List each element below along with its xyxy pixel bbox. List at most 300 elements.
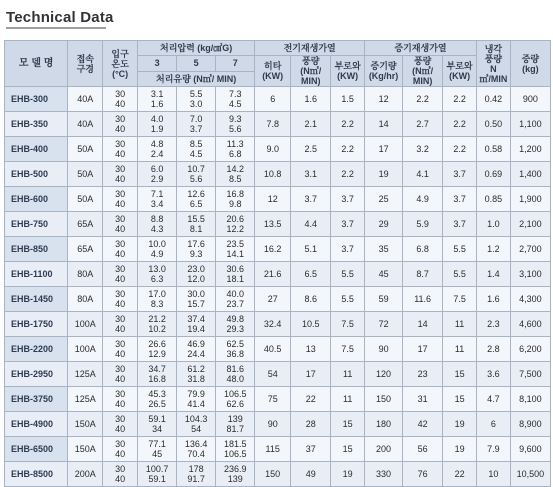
header-cooling-air: 냉각 풍량 N㎥/MIN [477,41,511,87]
inlet-temp-cell [103,162,138,187]
pressure-3-cell-value: 4.0 [150,114,164,124]
steam-blower-cell: 19 [443,412,477,437]
pressure-5-cell-value: 54 [191,424,202,434]
heater-cell: 40.5 [255,337,291,362]
steam-amount-cell: 12 [365,87,403,112]
inlet-temp-cell-value: 40 [115,324,126,334]
blower-cell: 7.5 [331,312,365,337]
pressure-3-cell-value: 21.2 [148,314,166,324]
pressure-7-cell [216,362,255,387]
pressure-5-cell-value: 91.7 [187,474,205,484]
air-volume-cell: 17 [291,362,331,387]
table-row [5,112,551,137]
air-volume-cell: 3.7 [291,187,331,212]
connection-cell: 80A [68,262,103,287]
pressure-5-cell-value: 79.9 [187,389,205,399]
model-cell: EHB-6500 [5,437,68,462]
pressure-5-cell-value: 136.4 [184,439,208,449]
model-cell: EHB-2200 [5,337,68,362]
pressure-5-cell [177,137,216,162]
pressure-3-cell-value: 6.0 [150,164,164,174]
inlet-temp-cell-value: 30 [115,114,126,124]
pressure-7-cell [216,237,255,262]
inlet-temp-cell-value: 30 [115,314,126,324]
steam-air-volume-cell: 23 [403,362,443,387]
weight-cell: 2,100 [510,212,550,237]
blower-cell: 19 [331,462,365,487]
pressure-7-cell-value: 8.5 [228,174,242,184]
heater-cell: 10.8 [255,162,291,187]
air-volume-cell: 4.4 [291,212,331,237]
cooling-air-cell: 1.4 [477,262,511,287]
pressure-7-cell-value: 29.3 [226,324,244,334]
inlet-temp-cell-value: 30 [115,89,126,99]
table-row [5,362,551,387]
inlet-temp-cell-value: 30 [115,289,126,299]
steam-blower-cell: 22 [443,462,477,487]
pressure-3-cell-value: 4.3 [150,224,164,234]
pressure-5-cell-value: 24.4 [187,349,205,359]
cooling-air-cell: 0.85 [477,187,511,212]
connection-cell: 150A [68,437,103,462]
pressure-3-cell-value: 3.4 [150,199,164,209]
steam-blower-cell: 19 [443,437,477,462]
table-row [5,387,551,412]
inlet-temp-cell-value: 30 [115,414,126,424]
cooling-air-cell: 3.6 [477,362,511,387]
blower-cell: 15 [331,437,365,462]
model-cell: EHB-4900 [5,412,68,437]
blower-cell: 7.5 [331,337,365,362]
air-volume-cell: 10.5 [291,312,331,337]
model-cell: EHB-750 [5,212,68,237]
inlet-temp-cell [103,387,138,412]
pressure-5-cell-value: 7.0 [189,114,203,124]
steam-amount-cell: 72 [365,312,403,337]
inlet-temp-cell [103,337,138,362]
header-heater: 히타 (KW) [255,56,291,87]
pressure-7-cell-value: 81.6 [226,364,244,374]
steam-blower-cell: 15 [443,362,477,387]
blower-cell: 5.5 [331,287,365,312]
pressure-3-cell-value: 4.9 [150,249,164,259]
pressure-7-cell [216,187,255,212]
inlet-temp-cell-value: 30 [115,164,126,174]
inlet-temp-cell-value: 40 [115,249,126,259]
pressure-3-cell [138,112,177,137]
inlet-temp-cell [103,87,138,112]
cooling-air-cell: 2.8 [477,337,511,362]
connection-cell: 100A [68,337,103,362]
table-row [5,287,551,312]
steam-blower-cell: 5.5 [443,262,477,287]
pressure-5-cell [177,112,216,137]
heater-cell: 27 [255,287,291,312]
inlet-temp-cell-value: 30 [115,464,126,474]
inlet-temp-cell [103,262,138,287]
header-blower: 부로와 (KW) [331,56,365,87]
steam-blower-cell: 5.5 [443,237,477,262]
pressure-3-cell-value: 3.1 [150,89,164,99]
pressure-3-cell [138,362,177,387]
weight-cell: 8,900 [510,412,550,437]
connection-cell: 125A [68,362,103,387]
heater-cell: 9.0 [255,137,291,162]
blower-cell: 11 [331,387,365,412]
table-row [5,137,551,162]
pressure-3-cell-value: 26.5 [148,399,166,409]
inlet-temp-cell [103,212,138,237]
blower-cell: 2.2 [331,112,365,137]
pressure-5-cell [177,87,216,112]
air-volume-cell: 22 [291,387,331,412]
blower-cell: 5.5 [331,262,365,287]
air-volume-cell: 3.1 [291,162,331,187]
pressure-5-cell [177,337,216,362]
pressure-7-cell-value: 62.5 [226,339,244,349]
pressure-7-cell-value: 49.8 [226,314,244,324]
pressure-7-cell-value: 48.0 [226,374,244,384]
pressure-3-cell-value: 2.4 [150,149,164,159]
blower-cell: 11 [331,362,365,387]
pressure-5-cell [177,237,216,262]
steam-amount-cell: 29 [365,212,403,237]
steam-air-volume-cell: 6.8 [403,237,443,262]
header-steam-regen: 증기재생가열 [365,41,477,56]
weight-cell: 4,600 [510,312,550,337]
pressure-3-cell [138,437,177,462]
steam-blower-cell: 11 [443,312,477,337]
pressure-7-cell-value: 12.2 [226,224,244,234]
steam-blower-cell: 15 [443,387,477,412]
steam-air-volume-cell: 5.9 [403,212,443,237]
inlet-temp-cell-value: 40 [115,349,126,359]
steam-amount-cell: 200 [365,437,403,462]
pressure-5-cell [177,312,216,337]
table-row [5,337,551,362]
weight-cell: 6,200 [510,337,550,362]
pressure-3-cell-value: 34 [152,424,163,434]
air-volume-cell: 8.6 [291,287,331,312]
cooling-air-cell: 7.9 [477,437,511,462]
blower-cell: 3.7 [331,187,365,212]
inlet-temp-cell-value: 40 [115,299,126,309]
pressure-3-cell-value: 6.3 [150,274,164,284]
pressure-5-cell-value: 6.5 [189,199,203,209]
pressure-5-cell [177,387,216,412]
pressure-3-cell-value: 8.3 [150,299,164,309]
inlet-temp-cell-value: 40 [115,199,126,209]
pressure-7-cell-value: 181.5 [223,439,247,449]
inlet-temp-cell [103,237,138,262]
steam-air-volume-cell: 2.7 [403,112,443,137]
pressure-3-cell-value: 34.7 [148,364,166,374]
steam-air-volume-cell: 11.6 [403,287,443,312]
inlet-temp-cell-value: 30 [115,439,126,449]
pressure-7-cell [216,287,255,312]
connection-cell: 40A [68,87,103,112]
pressure-3-cell [138,237,177,262]
model-cell: EHB-500 [5,162,68,187]
pressure-5-cell-value: 17.6 [187,239,205,249]
inlet-temp-cell-value: 30 [115,214,126,224]
connection-cell: 150A [68,412,103,437]
pressure-5-cell-value: 3.0 [189,99,203,109]
weight-cell: 1,100 [510,112,550,137]
inlet-temp-cell [103,462,138,487]
table-row [5,462,551,487]
model-cell: EHB-400 [5,137,68,162]
pressure-3-cell [138,262,177,287]
pressure-7-cell-value: 11.3 [226,139,244,149]
air-volume-cell: 6.5 [291,262,331,287]
connection-cell: 100A [68,312,103,337]
pressure-3-cell-value: 45.3 [148,389,166,399]
air-volume-cell: 2.1 [291,112,331,137]
cooling-air-cell: 10 [477,462,511,487]
cooling-air-cell: 0.58 [477,137,511,162]
title-underline [6,27,106,29]
table-row [5,237,551,262]
inlet-temp-cell [103,187,138,212]
weight-cell: 7,500 [510,362,550,387]
steam-blower-cell: 2.2 [443,112,477,137]
pressure-3-cell [138,187,177,212]
pressure-3-cell [138,287,177,312]
pressure-7-cell-value: 14.2 [226,164,244,174]
pressure-3-cell-value: 1.9 [150,124,164,134]
inlet-temp-cell-value: 40 [115,424,126,434]
steam-blower-cell: 2.2 [443,137,477,162]
pressure-5-cell-value: 41.4 [187,399,205,409]
model-cell: EHB-300 [5,87,68,112]
pressure-7-cell-value: 81.7 [226,424,244,434]
pressure-5-cell-value: 178 [188,464,204,474]
steam-blower-cell: 3.7 [443,212,477,237]
table-row [5,312,551,337]
steam-amount-cell: 25 [365,187,403,212]
pressure-3-cell-value: 10.2 [148,324,166,334]
pressure-5-cell-value: 31.8 [187,374,205,384]
pressure-5-cell [177,362,216,387]
blower-cell: 15 [331,412,365,437]
heater-cell: 75 [255,387,291,412]
pressure-3-cell-value: 13.0 [148,264,166,274]
pressure-3-cell-value: 26.6 [148,339,166,349]
weight-cell: 1,900 [510,187,550,212]
header-weight: 중량 (kg) [510,41,550,87]
steam-air-volume-cell: 31 [403,387,443,412]
pressure-5-cell-value: 37.4 [187,314,205,324]
pressure-5-cell-value: 12.0 [187,274,205,284]
blower-cell: 2.2 [331,162,365,187]
pressure-5-cell [177,162,216,187]
pressure-7-cell [216,387,255,412]
header-steam-blower: 부로와 (KW) [443,56,477,87]
pressure-3-cell [138,387,177,412]
steam-air-volume-cell: 76 [403,462,443,487]
pressure-7-cell [216,412,255,437]
header-connection: 접속 구경 [68,41,103,87]
pressure-5-cell-value: 9.3 [189,249,203,259]
header-pressure-3: 3 [138,56,177,72]
pressure-5-cell-value: 15.5 [187,214,205,224]
cooling-air-cell: 0.50 [477,112,511,137]
pressure-5-cell [177,412,216,437]
heater-cell: 6 [255,87,291,112]
pressure-5-cell [177,212,216,237]
steam-air-volume-cell: 14 [403,312,443,337]
connection-cell: 40A [68,112,103,137]
weight-cell: 2,700 [510,237,550,262]
pressure-5-cell-value: 5.5 [189,89,203,99]
heater-cell: 90 [255,412,291,437]
pressure-5-cell-value: 10.7 [187,164,205,174]
model-cell: EHB-850 [5,237,68,262]
connection-cell: 80A [68,287,103,312]
model-cell: EHB-1100 [5,262,68,287]
pressure-3-cell [138,462,177,487]
model-cell: EHB-600 [5,187,68,212]
pressure-3-cell [138,137,177,162]
pressure-5-cell-value: 104.3 [184,414,208,424]
pressure-5-cell [177,437,216,462]
pressure-7-cell-value: 236.9 [223,464,247,474]
pressure-3-cell-value: 12.9 [148,349,166,359]
inlet-temp-cell-value: 40 [115,99,126,109]
pressure-5-cell [177,462,216,487]
table-row [5,87,551,112]
cooling-air-cell: 0.42 [477,87,511,112]
pressure-3-cell [138,312,177,337]
steam-amount-cell: 35 [365,237,403,262]
steam-blower-cell: 7.5 [443,287,477,312]
pressure-7-cell-value: 14.1 [226,249,244,259]
pressure-5-cell [177,287,216,312]
inlet-temp-cell [103,362,138,387]
pressure-7-cell [216,337,255,362]
steam-amount-cell: 330 [365,462,403,487]
pressure-7-cell [216,87,255,112]
heater-cell: 12 [255,187,291,212]
table-row [5,187,551,212]
weight-cell: 8,100 [510,387,550,412]
pressure-5-cell-value: 3.7 [189,124,203,134]
steam-air-volume-cell: 2.2 [403,87,443,112]
heater-cell: 21.6 [255,262,291,287]
inlet-temp-cell-value: 40 [115,449,126,459]
pressure-3-cell-value: 59.1 [148,414,166,424]
steam-air-volume-cell: 8.7 [403,262,443,287]
header-electric-regen: 전기재생가열 [255,41,365,56]
header-air-volume: 풍량 (N㎥/ MIN) [291,56,331,87]
pressure-7-cell-value: 106.5 [223,449,247,459]
inlet-temp-cell [103,137,138,162]
pressure-3-cell [138,212,177,237]
pressure-3-cell-value: 100.7 [145,464,169,474]
pressure-7-cell-value: 139 [227,414,243,424]
inlet-temp-cell-value: 30 [115,139,126,149]
header-steam-air-volume: 풍량 (N㎥/ MIN) [403,56,443,87]
steam-air-volume-cell: 56 [403,437,443,462]
pressure-3-cell-value: 10.0 [148,239,166,249]
pressure-7-cell-value: 16.8 [226,189,244,199]
model-cell: EHB-8500 [5,462,68,487]
steam-amount-cell: 45 [365,262,403,287]
inlet-temp-cell-value: 40 [115,124,126,134]
pressure-5-cell [177,187,216,212]
model-cell: EHB-350 [5,112,68,137]
table-row [5,162,551,187]
inlet-temp-cell [103,412,138,437]
pressure-3-cell-value: 7.1 [150,189,164,199]
air-volume-cell: 49 [291,462,331,487]
pressure-5-cell-value: 46.9 [187,339,205,349]
table-row [5,212,551,237]
heater-cell: 115 [255,437,291,462]
inlet-temp-cell-value: 30 [115,189,126,199]
steam-amount-cell: 14 [365,112,403,137]
weight-cell: 1,400 [510,162,550,187]
pressure-3-cell-value: 4.8 [150,139,164,149]
connection-cell: 200A [68,462,103,487]
steam-blower-cell: 3.7 [443,162,477,187]
page-title: Technical Data [6,9,114,26]
heater-cell: 7.8 [255,112,291,137]
pressure-5-cell [177,262,216,287]
steam-blower-cell: 3.7 [443,187,477,212]
table-row [5,437,551,462]
inlet-temp-cell-value: 40 [115,174,126,184]
heater-cell: 54 [255,362,291,387]
heater-cell: 16.2 [255,237,291,262]
inlet-temp-cell-value: 40 [115,149,126,159]
connection-cell: 50A [68,162,103,187]
pressure-3-cell-value: 17.0 [148,289,166,299]
cooling-air-cell: 2.3 [477,312,511,337]
connection-cell: 65A [68,237,103,262]
pressure-3-cell [138,337,177,362]
pressure-5-cell-value: 23.0 [187,264,205,274]
cooling-air-cell: 6 [477,412,511,437]
pressure-7-cell-value: 20.6 [226,214,244,224]
header-flow-rate: 처리유량 (N㎥/ MIN) [138,71,255,87]
pressure-7-cell-value: 23.7 [226,299,244,309]
inlet-temp-cell-value: 30 [115,389,126,399]
steam-air-volume-cell: 17 [403,337,443,362]
header-model: 모 델 명 [5,41,68,87]
pressure-3-cell-value: 59.1 [148,474,166,484]
pressure-7-cell-value: 6.8 [228,149,242,159]
model-cell: EHB-3750 [5,387,68,412]
pressure-7-cell-value: 36.8 [226,349,244,359]
table-row [5,412,551,437]
weight-cell: 9,600 [510,437,550,462]
pressure-7-cell-value: 9.3 [228,114,242,124]
pressure-5-cell-value: 15.7 [187,299,205,309]
pressure-7-cell-value: 7.3 [228,89,242,99]
steam-amount-cell: 150 [365,387,403,412]
model-cell: EHB-1450 [5,287,68,312]
heater-cell: 32.4 [255,312,291,337]
pressure-7-cell [216,262,255,287]
pressure-7-cell-value: 5.6 [228,124,242,134]
pressure-5-cell-value: 19.4 [187,324,205,334]
air-volume-cell: 37 [291,437,331,462]
weight-cell: 900 [510,87,550,112]
pressure-7-cell-value: 9.8 [228,199,242,209]
inlet-temp-cell [103,437,138,462]
